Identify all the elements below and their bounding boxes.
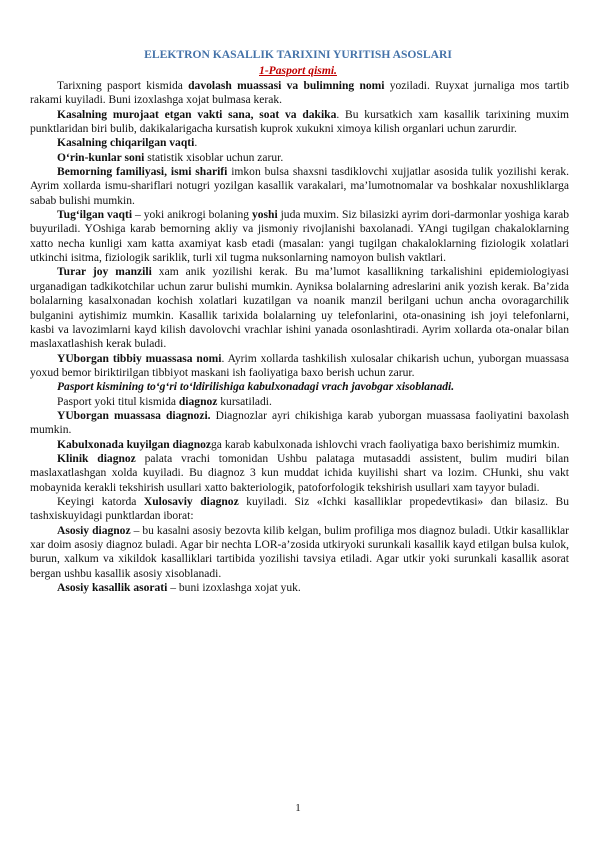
- paragraph: [30, 151, 569, 165]
- text-run: kursatiladi.: [217, 395, 272, 408]
- paragraph: [30, 352, 569, 381]
- text-run: Tarixning pasport kismida: [57, 80, 189, 92]
- bold-term: Klinik diagnoz: [57, 452, 136, 465]
- paragraph: [30, 452, 569, 495]
- document-body: [30, 79, 569, 595]
- text-run: .: [194, 137, 198, 150]
- text-run: . Ayrim xollarda tashkilish xulosalar chikarish uchun, yuborgan muassasa yoxud bemor biriktirilgan tibbiyot maskani ish faoliyatiga baxo berish uchun zarur.: [30, 352, 570, 379]
- bold-term: Asosiy diagnoz: [57, 524, 131, 537]
- bold-term: Asosiy kasallik asorati: [57, 582, 168, 595]
- text-run: kuyiladi. Siz «Ichki kasalliklar propedevtikasi» dan bilasiz. Bu tashxiskuyidagi punktlardan iborat:: [30, 495, 569, 523]
- bold-term: O‘rin-kunlar soni: [57, 151, 145, 164]
- bold-term: Xulosaviy diagnoz: [143, 495, 239, 508]
- paragraph: [30, 495, 569, 524]
- bold-term: Turar joy manzili: [57, 266, 152, 279]
- text-run: . Bu kursatkich xam kasallik tarixining muxim punktlaridan biri bulib, dakikalarigacha kursatish kuprok xukukni ximoya kilish organlari uchun zarurdir.: [30, 108, 569, 136]
- text-run: imkon bulsa shaxsni tasdiklovchi xujjatlar asosida tulik yozilishi kerak. Ayrim xollarda ismu-shariflari notugri yozilgan kasallik varakalari, ma’lumotnomalar va boshkalar noxushliklarga sabab bulishi mumkin.: [30, 166, 569, 207]
- bold-term: Kasalning murojaat etgan vakti sana, soat va dakika: [57, 108, 337, 121]
- text-run: – buni izoxlashga xojat yuk.: [167, 582, 301, 595]
- document-title: ELEKTRON KASALLIK TARIXINI YURITISH ASOSLARI: [144, 48, 452, 61]
- paragraph: [30, 581, 569, 595]
- paragraph: [30, 524, 569, 581]
- bold-term: yoshi: [251, 209, 278, 222]
- text-run: Keyingi katorda: [57, 495, 144, 508]
- paragraph: [30, 165, 569, 208]
- bold-term: Bemorning familiyasi, ismi sharifi: [57, 166, 228, 179]
- bold-term: diagnoz: [178, 395, 218, 408]
- paragraph: [30, 136, 569, 150]
- paragraph: [30, 208, 569, 265]
- bold-term: Pasport kismining to‘g‘ri to‘ldirilishiga kabulxonadagi vrach javobgar xisoblanadi.: [57, 381, 455, 394]
- text-run: – bu kasalni asosiy bezovta kilib kelgan, bulim profiliga mos diagnoz buladi. Utkir kasalliklar xar doim asosiy diagnoz buladi. Agar bir nechta LOR-a’zosida utkiryoki surunkali kasallik kayd etilgan bulsa kulok, burun, xalkum va xikildok kasalliklari tartibida yozilishi tavsiya etiladi. Agar utkir yoki surunkali kasallik asorat bergan ushbu kasallik asosiy xisoblanadi.: [30, 524, 569, 580]
- paragraph: [30, 79, 569, 108]
- text-run: ga karab kabulxonada ishlovchi vrach faoliyatiga baxo berishimiz mumkin.: [211, 438, 560, 451]
- section-subtitle: 1-Pasport qismi.: [259, 64, 337, 77]
- text-run: yoziladi. Ruyxat jurnaliga mos tartib rakami kuyiladi. Buni izoxlashga xojat bulmasa kerak.: [30, 80, 569, 107]
- text-run: xam anik yozilishi kerak. Bu ma’lumot kasallikning tarkalishini epidemiologiyasi urganadigan tadkikotchilar uchun zarur bulishi mumkin. Ayniksa bolalarning adreslarini anik yozish kerak. Ba’zida bolalarning kasalxonadan kochish xolatlari kuzatilgan va noanik manzil berilgani uchun ancha ovoragarchilik bulganini aytishimiz mumkin. Kasallik tarixida bolalarning uy telefonlarini, ota-onasining ish joyi telefonlarni, kasbi va lavozimlarni kayd kilish davolovchi vrachlar ishini yanada osonlashtiradi. Ayrim xollarda ota-onalar bilan maslaxatlashish kerak buladi.: [30, 266, 570, 351]
- bold-term: YUborgan muassasa diagnozi.: [57, 409, 211, 422]
- text-run: Pasport yoki titul kismida: [57, 395, 179, 408]
- page-number: 1: [295, 802, 301, 814]
- paragraph: [30, 395, 569, 409]
- text-run: Diagnozlar ayri chikishiga karab yuborgan muassasa faoliyatini baxolash mumkin.: [30, 409, 569, 437]
- bold-term: Tug‘ilgan vaqti: [57, 209, 133, 222]
- text-run: statistik xisoblar uchun zarur.: [144, 151, 284, 164]
- paragraph: [30, 409, 569, 438]
- paragraph: [30, 438, 569, 452]
- bold-term: Kasalning chiqarilgan vaqti: [57, 137, 195, 150]
- text-run: – yoki anikrogi bolaning: [132, 209, 252, 222]
- paragraph: [30, 380, 569, 394]
- bold-term: YUborgan tibbiy muassasa nomi: [57, 352, 222, 365]
- bold-term: Kabulxonada kuyilgan diagnoz: [57, 438, 212, 451]
- paragraph: [30, 265, 569, 351]
- paragraph: [30, 108, 569, 137]
- text-run: palata vrachi tomonidan Ushbu palataga mutasaddi assistent, bulim mudiri bilan maslaxatlashgan xolda kuyiladi. Bu diagnoz 3 kun muddat ichida kuyilishi shart va lozim. CHunki, shu vakt mobaynida kerakli tekshirish usullari xatto bakteriologik, patoforfologik tekshirish usullari xam tayyor buladi.: [30, 452, 569, 494]
- bold-term: davolash muassasi va bulimning nomi: [188, 80, 385, 92]
- text-run: juda muxim. Siz bilasizki ayrim dori-darmonlar yoshiga karab buyuriladi. YOshiga karab bemorning akliy va jismoniy rivojlanishi baxolanadi. YAngi tugilgan chakaloklarning xatto necha kunligi xam katta axamiyat kasb etadi (masalan: yangi tugilgan chakaloklarning fiziologik xolatlari utkinchi isitma, fiziologik sariklik, turli xil tugma nuksonlarning namoyon bulish vaktlari.: [30, 209, 569, 265]
